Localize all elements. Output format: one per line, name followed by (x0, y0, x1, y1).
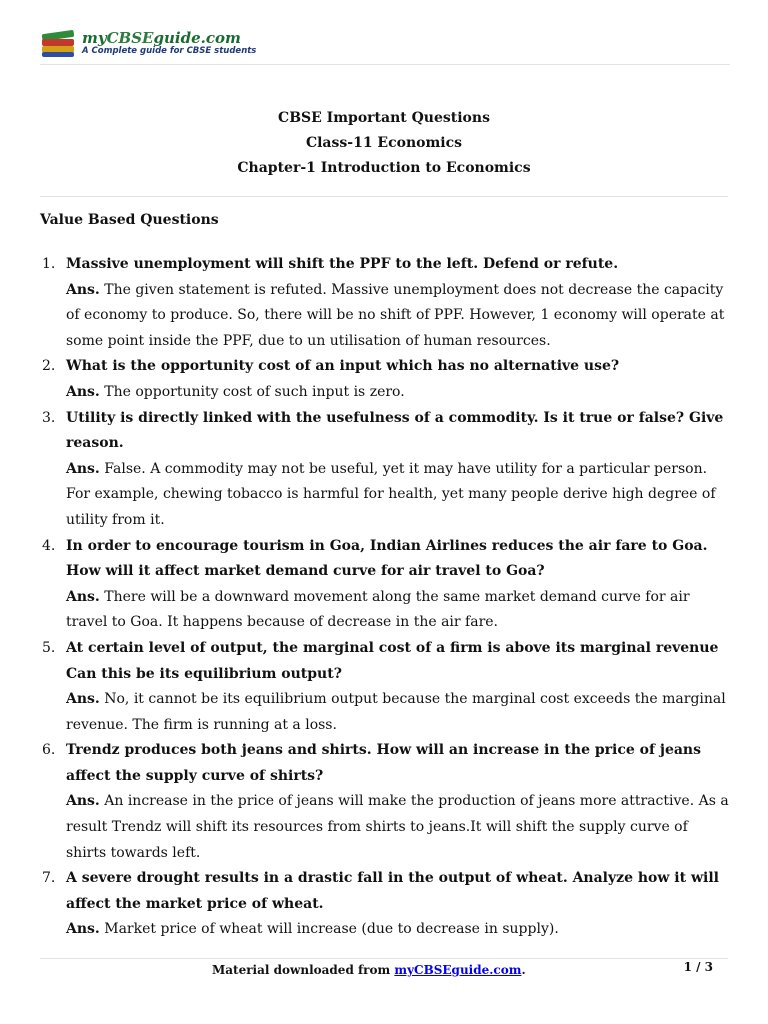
question-number: 3. (42, 409, 56, 426)
title-board: CBSE Important Questions (278, 110, 490, 126)
books-icon (40, 28, 80, 58)
answer-label: Ans. (66, 460, 100, 477)
answer-label: Ans. (66, 383, 100, 400)
answer-text: The given statement is refuted. Massive unemployment does not decrease the capacity of economy to produce. So, there will be no shift of PPF. However, 1 economy will operate at some point inside the PPF, due to un utilisation of human resources. (66, 281, 725, 349)
logo[interactable] (40, 28, 256, 58)
question-item (40, 636, 730, 738)
document-titles (40, 106, 728, 181)
question-number: 2. (42, 358, 56, 375)
question-text: At certain level of output, the marginal cost of a firm is above its marginal revenue Can this be its equilibrium output? (66, 639, 719, 682)
question-text: Utility is directly linked with the usefulness of a commodity. Is it true or false? Give reason. (66, 409, 724, 452)
question-item (40, 738, 730, 866)
answer-text: Market price of wheat will increase (due to decrease in supply). (104, 921, 559, 938)
answer-label: Ans. (66, 281, 100, 298)
question-text: What is the opportunity cost of an input which has no alternative use? (66, 358, 620, 375)
question-item (40, 866, 730, 943)
footer-divider (40, 958, 728, 959)
page-number: 1 / 3 (683, 960, 713, 974)
answer-label: Ans. (66, 691, 100, 708)
answer-text: False. A commodity may not be useful, yet it may have utility for a particular person. For example, chewing tobacco is harmful for health, yet many people derive high degree of utility from it. (66, 460, 716, 528)
question-text: In order to encourage tourism in Goa, Indian Airlines reduces the air fare to Goa. How will it affect market demand curve for air travel to Goa? (66, 537, 708, 580)
question-item (40, 354, 730, 405)
question-item (40, 534, 730, 636)
page-header (40, 24, 730, 65)
section-heading: Value Based Questions (40, 212, 219, 228)
brand-name: myCBSEguide.com (82, 28, 241, 47)
answer-text: No, it cannot be its equilibrium output because the marginal cost exceeds the marginal revenue. The firm is running at a loss. (66, 691, 726, 733)
answer-text: There will be a downward movement along the same market demand curve for air travel to Goa. It happens because of decrease in the air fare. (66, 588, 690, 631)
answer-label: Ans. (66, 921, 100, 938)
divider (40, 196, 728, 197)
question-item (40, 252, 730, 354)
question-list (40, 252, 730, 943)
brand-tagline: A Complete guide for CBSE students (82, 45, 257, 56)
answer-text: An increase in the price of jeans will make the production of jeans more attractive. As a result Trendz will shift its resources from shirts to jeans.It will shift the supply curve of shirts towards left. (66, 793, 729, 861)
question-text: A severe drought results in a drastic fall in the output of wheat. Analyze how it will affect the market price of wheat. (66, 870, 719, 912)
question-number: 1. (42, 256, 56, 272)
footer-link[interactable]: myCBSEguide.com (394, 963, 522, 977)
question-text: Massive unemployment will shift the PPF to the left. Defend or refute. (66, 256, 619, 272)
answer-text: The opportunity cost of such input is zero. (104, 383, 405, 400)
question-item (40, 406, 730, 534)
answer-label: Ans. (66, 588, 100, 605)
title-chapter: Chapter-1 Introduction to Economics (237, 160, 531, 176)
question-number: 7. (42, 870, 56, 887)
question-number: 5. (42, 639, 56, 656)
question-text: Trendz produces both jeans and shirts. How will an increase in the price of jeans affect the supply curve of shirts? (66, 742, 701, 784)
title-class: Class-11 Economics (305, 135, 463, 151)
footer-text: Material downloaded from myCBSEguide.com. (212, 963, 526, 977)
answer-label: Ans. (66, 793, 100, 810)
question-number: 6. (42, 742, 56, 759)
question-number: 4. (42, 537, 56, 554)
